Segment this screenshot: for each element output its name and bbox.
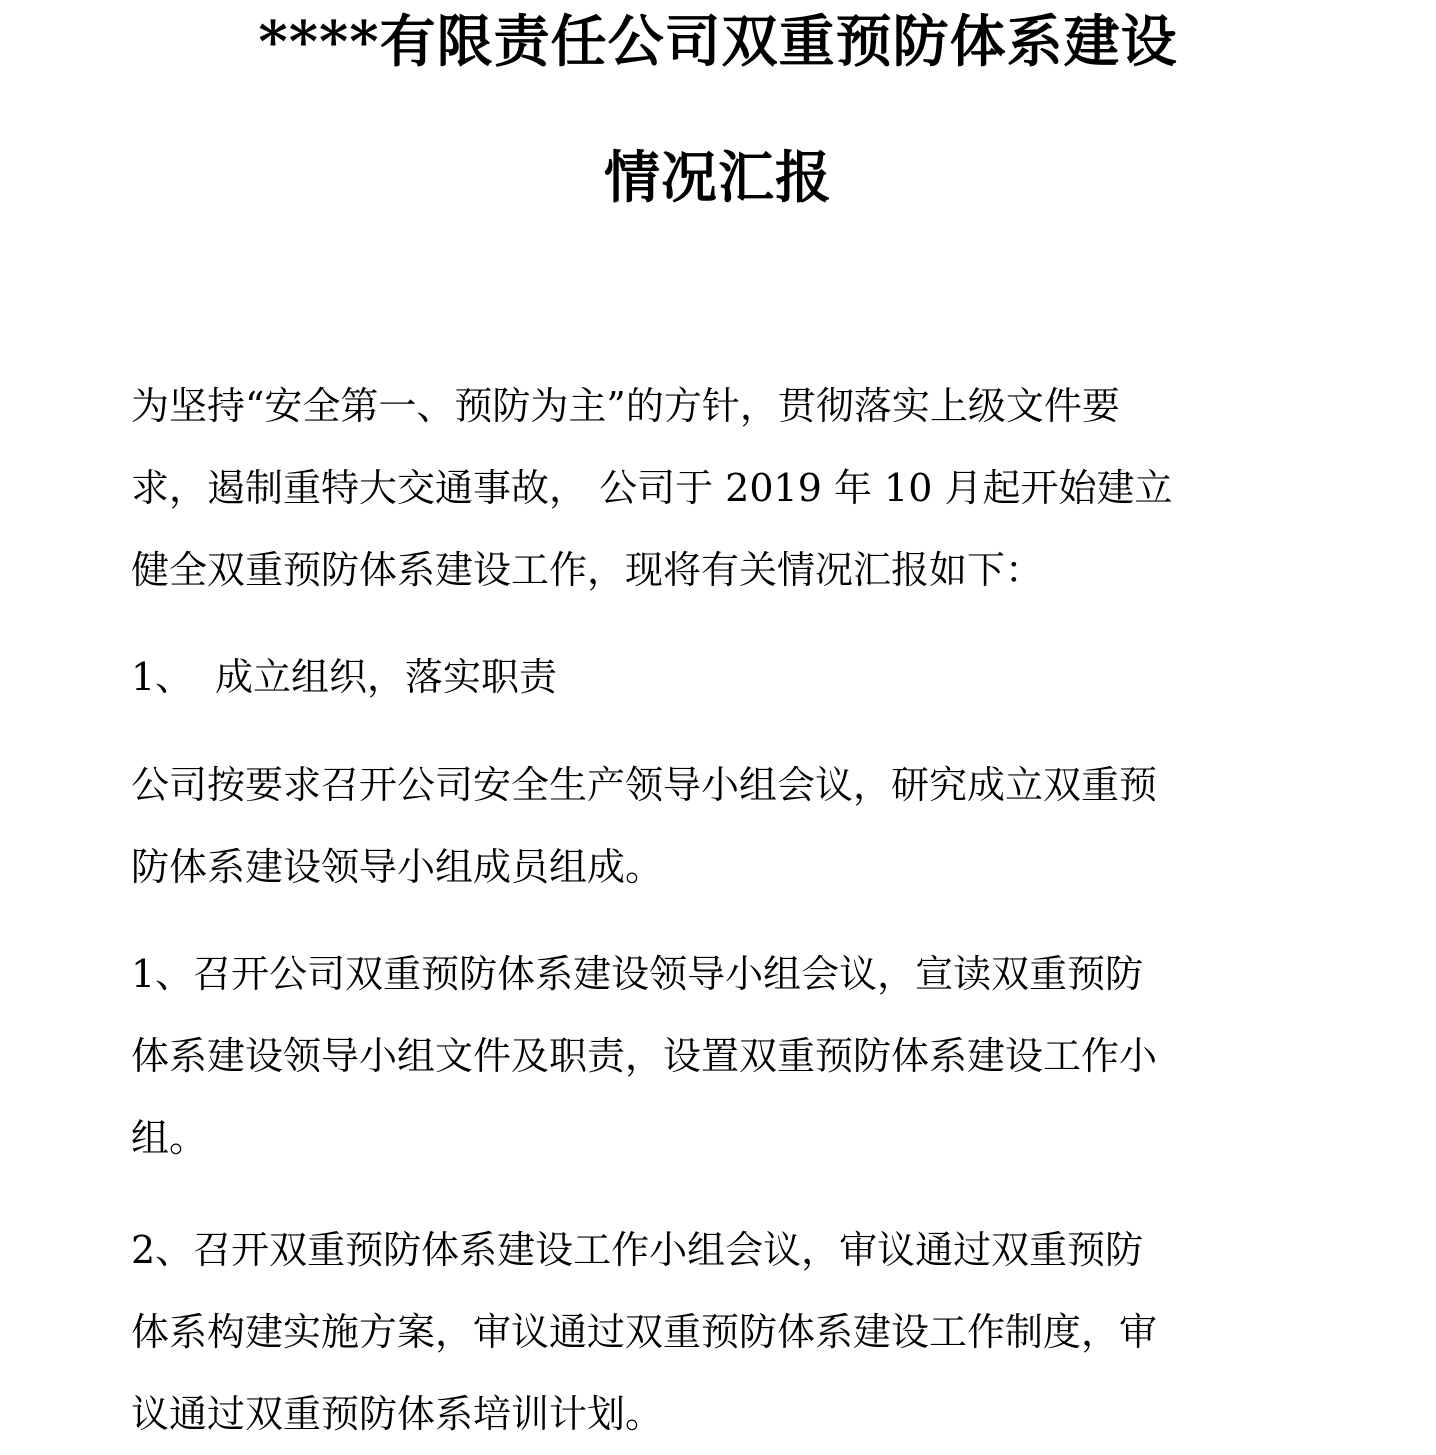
paragraph-line: 组。 [131,1116,208,1160]
list-item-1 [131,933,1291,1179]
document-title-line-1: ****有限责任公司双重预防体系建设 [258,9,1178,75]
paragraph-line: 防体系建设领导小组成员组成。 [131,845,664,889]
section-1-paragraph [131,744,1291,908]
section-heading-line [131,636,1291,718]
intro-line: 求，遏制重特大交通事故， 公司于 2019 年 10 月起开始建立 [131,466,1173,510]
paragraph-line: 公司按要求召开公司安全生产领导小组会议，研究成立双重预 [131,763,1158,807]
document-title-line-2: 情况汇报 [604,145,832,211]
paragraph-line: 体系建设领导小组文件及职责，设置双重预防体系建设工作小 [131,1034,1158,1078]
paragraph-line: 1、召开公司双重预防体系建设领导小组会议，宣读双重预防 [131,952,1144,996]
section-heading-text: 成立组织，落实职责 [215,655,558,699]
intro-paragraph [131,365,1291,611]
intro-line: 健全双重预防体系建设工作，现将有关情况汇报如下： [131,548,1044,592]
intro-line: 为坚持“安全第一、预防为主”的方针，贯彻落实上级文件要 [131,384,1120,428]
paragraph-line: 议通过双重预防体系培训计划。 [131,1392,664,1436]
list-item-2 [131,1209,1291,1455]
paragraph-line: 2、召开双重预防体系建设工作小组会议，审议通过双重预防 [131,1228,1144,1272]
paragraph-line: 体系构建实施方案，审议通过双重预防体系建设工作制度，审 [131,1310,1158,1354]
section-heading-1 [131,636,1291,718]
section-heading-number: 1、 [131,655,194,699]
